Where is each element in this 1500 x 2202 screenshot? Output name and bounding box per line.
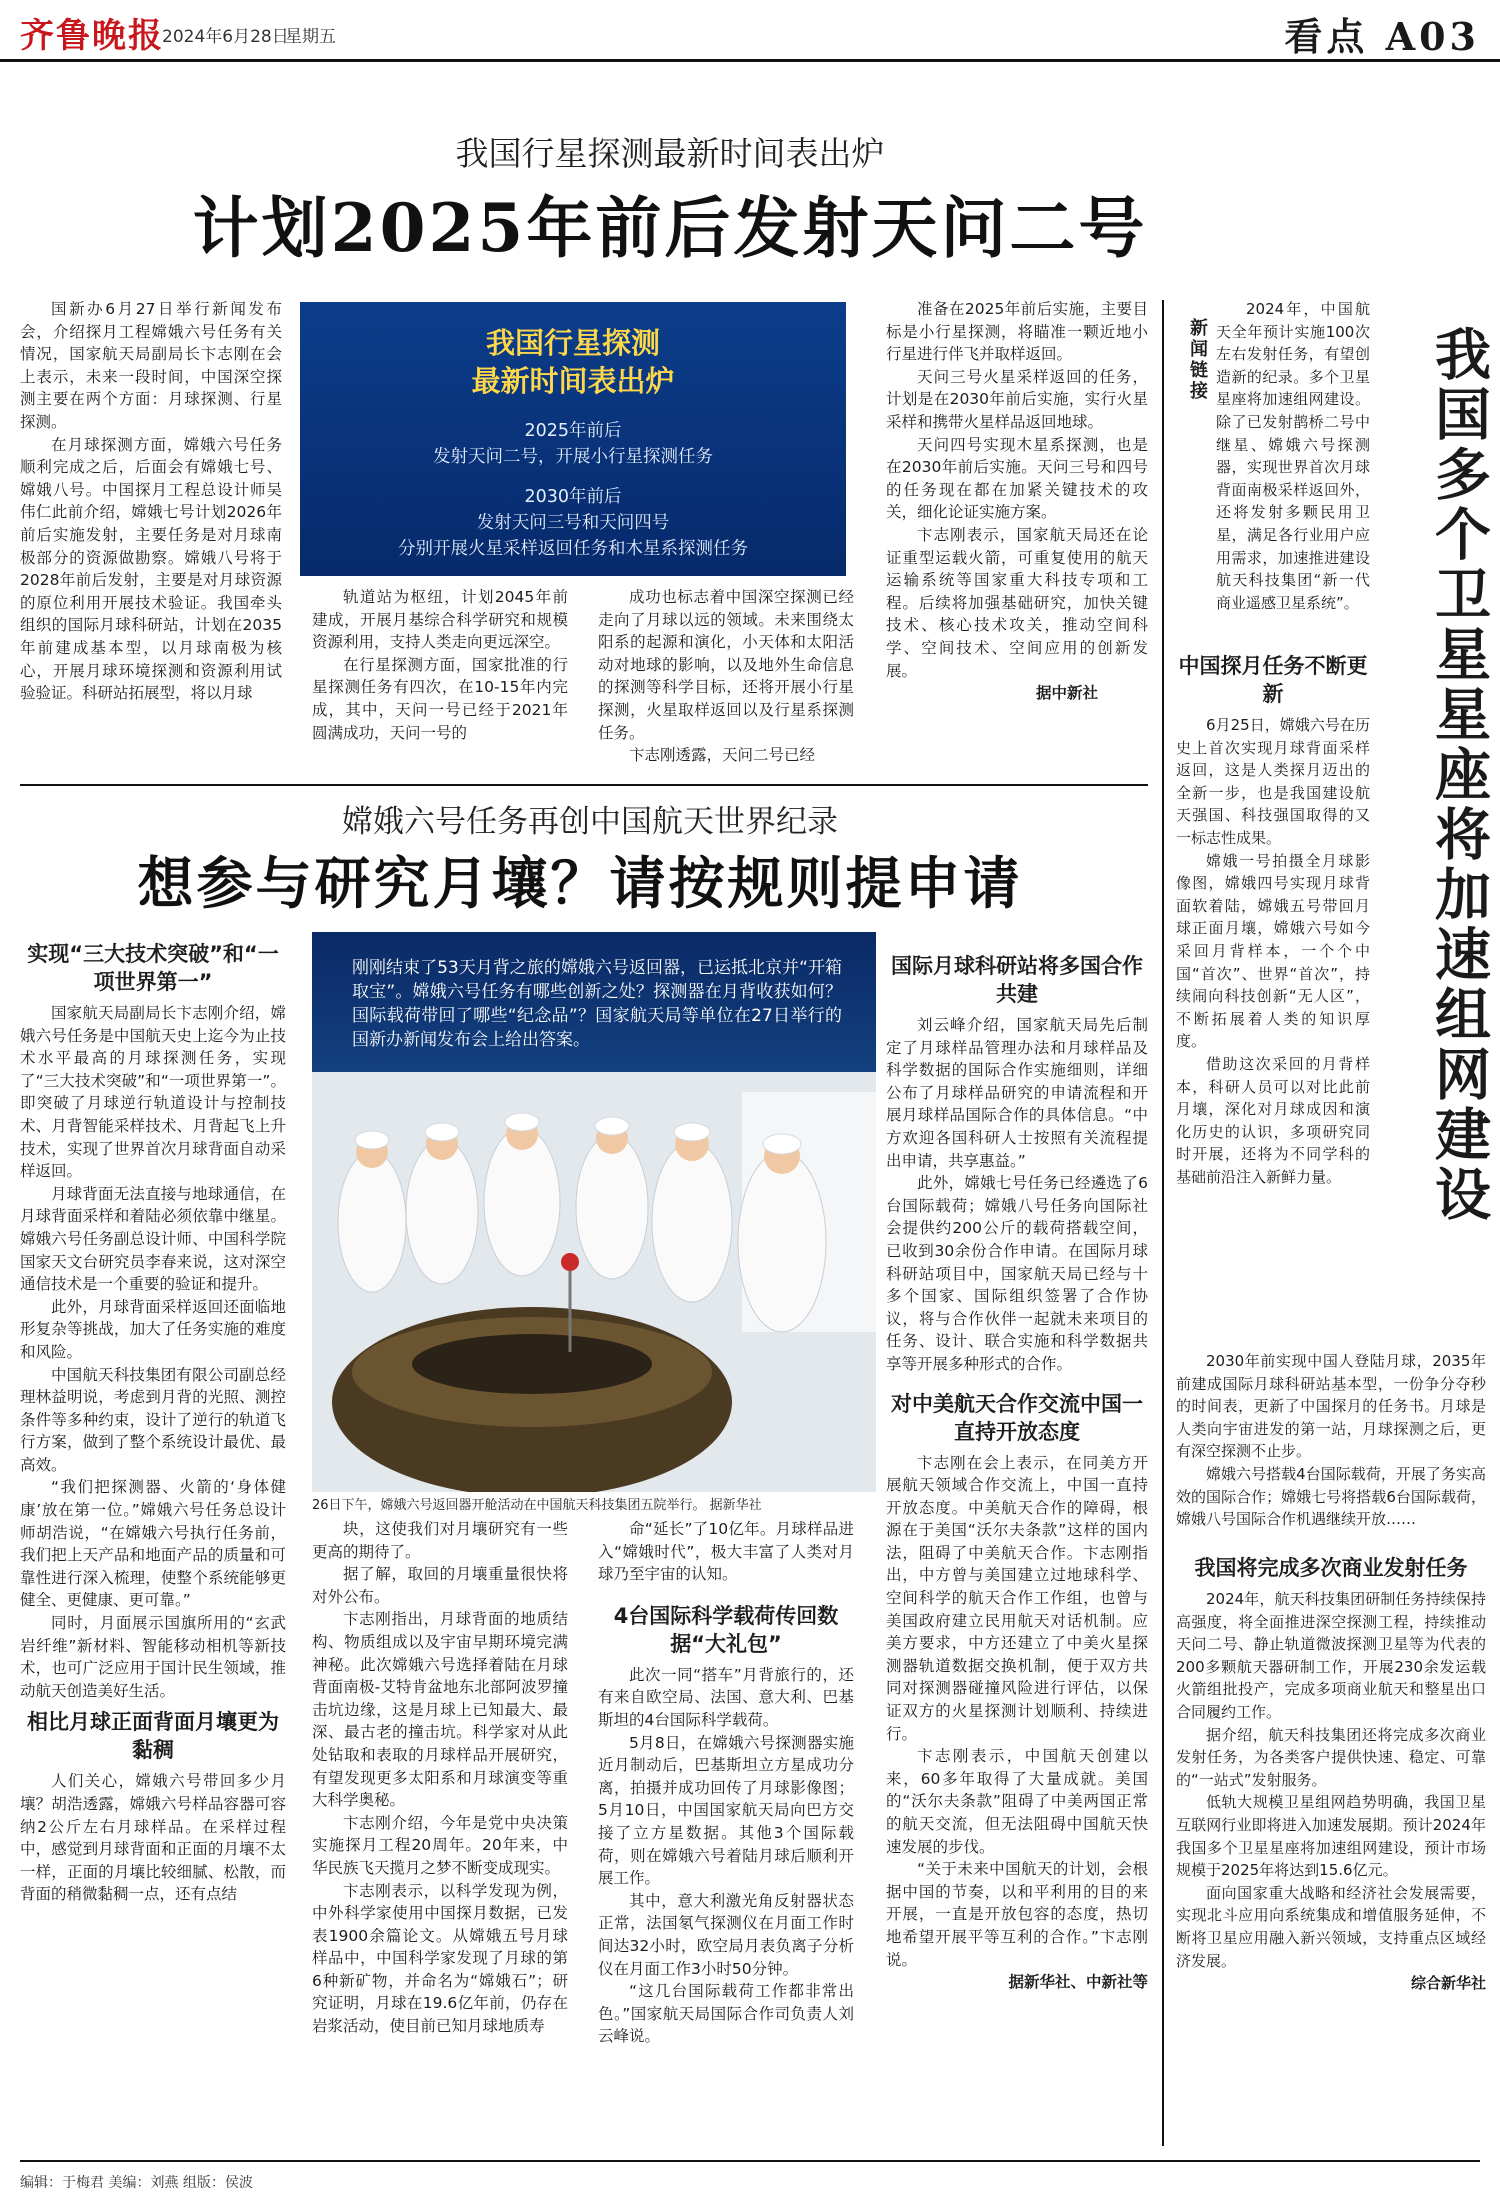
sidebar-section-1 — [1176, 646, 1370, 1346]
paragraph: 天问三号火星采样返回的任务，计划是在2030年前后实施，实行火星采样和携带火星样品返回地球。 — [886, 367, 1148, 431]
subhead: 相比月球正面背面月壤更为黏稠 — [27, 1710, 279, 1763]
paragraph: “我们把探测器、火箭的‘身体健康’放在第一位。”嫦娥六号任务总设计师胡浩说，“在嫦娥六号执行任务前，我们把上天产品和地面产品的质量和可靠性进行深入梳理，使整个系统能够更健全、更健康、更可靠。” — [20, 1478, 286, 1610]
sidebar-section-2 — [1176, 1548, 1486, 2140]
paragraph: 低轨大规模卫星组网趋势明确，我国卫星互联网行业即将进入加速发展期。预计2024年我国多个卫星星座将加速组网建设，预计市场规模于2025年将达到15.6亿元。 — [1176, 1793, 1486, 1880]
masthead: 齐鲁晚报 — [20, 16, 164, 56]
paragraph: 刘云峰介绍，国家航天局先后制定了月球样品管理办法和月球样品及科学数据的国际合作实施细则，详细公布了月球样品研究的申请流程和开展月球样品国际合作的具体信息。“中方欢迎各国科研人士按照有关流程提出申请，共享惠益。” — [886, 1016, 1148, 1170]
paragraph: 人们关心，嫦娥六号带回多少月壤？胡浩透露，嫦娥六号样品容器可容纳2公斤左右月球样品。在采样过程中，感觉到月球背面和正面的月壤不太一样，正面的月壤比较细腻、松散，而背面的稍微黏稠一点，还有点结 — [20, 1772, 286, 1904]
paragraph: 据介绍，航天科技集团还将完成多次商业发射任务，为各类客户提供快速、稳定、可靠的“一站式”发射服务。 — [1176, 1725, 1486, 1789]
infobox-line-4: 发射天问三号和天问四号 — [476, 513, 670, 533]
footer-rule — [20, 2160, 1480, 2162]
sidebar-section-1b — [1176, 1350, 1486, 1546]
paragraph: 卞志刚介绍，今年是党中央决策实施探月工程20周年。20年来，中华民族飞天揽月之梦不断变成现实。 — [312, 1813, 568, 1877]
paragraph: 同时，月面展示国旗所用的“玄武岩纤维”新材料、智能移动相机等新技术，也可广泛应用于国计民生领域，推动航天创造美好生活。 — [20, 1614, 286, 1700]
story2-source: 据新华社、中新社等 — [1008, 1973, 1148, 1992]
paragraph: 卞志刚在会上表示，在同美方开展航天领域合作交流上，中国一直持开放态度。中美航天合作的障碍，根源在于美国“沃尔夫条款”这样的国内法，阻碍了中美航天合作。卞志刚指出，中方曾与美国建立过地球科学、空间科学的航天合作工作组，也曾与美国政府建立民用航天对话机制。应美方要求，中方还建立了中美火星探测器轨道数据交换机制，便于双方共同对探测器碰撞风险进行评估，以保证双方的火星探测计划顺利、持续进行。 — [886, 1453, 1148, 1743]
story1-column-1 — [20, 298, 282, 770]
paragraph: 在月球探测方面，嫦娥六号任务顺利完成之后，后面会有嫦娥七号、嫦娥八号。中国探月工程总设计师吴伟仁此前介绍，嫦娥七号计划2026年前后实施发射，主要任务是对月球南极部分的资源做勘察。嫦娥八号将于2028年前后发射，主要是对月球资源的原位利用开展技术验证。我国牵头组织的国际月球科研站，计划在2035年前建成基本型，以月球南极为核心，开展月球环境探测和资源利用试验验证。科研站拓展型，将以月球 — [20, 435, 282, 703]
subhead: 中国探月任务不断更新 — [1178, 654, 1368, 706]
subhead: 实现“三大技术突破”和“一项世界第一” — [27, 942, 279, 994]
paragraph: 卞志刚指出，月球背面的地质结构、物质组成以及宇宙早期环境完满神秘。此次嫦娥六号选择着陆在月球背面南极-艾特肯盆地东北部阿波罗撞击坑边缘，这是月球上已知最大、最深、最古老的撞击坑。科学家对从此处钻取和表取的月球样品开展研究，有望发现更多太阳系和月球演变等重大科学奥秘。 — [312, 1610, 568, 1810]
subhead: 对中美航天合作交流中国一直持开放态度 — [891, 1391, 1143, 1444]
paragraph: 卞志刚表示，中国航天创建以来，60多年取得了大量成就。美国的“沃尔夫条款”阻碍了中美两国正常的航天交流，但无法阻碍中国航天快速发展的步伐。 — [886, 1747, 1148, 1856]
infobox-title-2: 最新时间表出炉 — [471, 364, 675, 398]
issue-date: 2024年6月28日 — [162, 27, 289, 47]
paragraph: 块，这使我们对月壤研究有一些更高的期待了。 — [312, 1520, 568, 1561]
news-link-label: 新闻链接 — [1187, 318, 1208, 402]
sidebar-divider — [1162, 300, 1164, 2146]
paragraph: 此外，嫦娥七号任务已经遴选了6台国际载荷；嫦娥八号任务向国际社会提供约200公斤的载荷搭载空间，已收到30余份合作申请。在国际月球科研站项目中，国家航天局已经与十多个国家、国际组织签署了合作协议，将与合作伙伴一起就未来项目的任务、设计、联合实施和科学数据共享等开展多种形式的合作。 — [886, 1174, 1148, 1373]
paragraph: “关于未来中国航天的计划，会根据中国的节奏，以和平利用的目的来开展，一直是开放包容的态度，热切地希望开展平等互利的合作。”卞志刚说。 — [886, 1860, 1148, 1969]
story2-kicker: 嫦娥六号任务再创中国航天世界纪录 — [342, 804, 838, 840]
sidebar-intro — [1216, 298, 1370, 634]
paragraph: 国新办6月27日举行新闻发布会，介绍探月工程嫦娥六号任务有关情况，国家航天局副局长卞志刚在会上表示，未来一段时间，中国深空探测主要在两个方面：月球探测、行星探测。 — [20, 300, 282, 431]
story-divider — [20, 784, 1148, 786]
capsule-opening-scene — [312, 1072, 876, 1492]
page-header — [0, 0, 1500, 62]
infobox-line-2: 发射天问二号，开展小行星探测任务 — [433, 447, 713, 467]
photo-caption: 26日下午，嫦娥六号返回器开舱活动在中国航天科技集团五院举行。 据新华社 — [312, 1498, 762, 1513]
paragraph: 其中，意大利激光角反射器状态正常，法国氡气探测仪在月面工作时间达32小时，欧空局月表负离子分析仪在月面工作3小时50分钟。 — [598, 1891, 854, 1978]
subhead: 我国将完成多次商业发射任务 — [1194, 1556, 1468, 1580]
paragraph: 2024年，航天科技集团研制任务持续保持高强度，将全面推进深空探测工程，持续推动天问二号、静止轨道微波探测卫星等为代表的200多颗航天器研制工作，开展230余发运载火箭组批投产，完成多项商业航天和整星出口合同履约工作。 — [1176, 1590, 1486, 1721]
photo-intro-text: 刚刚结束了53天月背之旅的嫦娥六号返回器，已运抵北京并“开箱取宝”。嫦娥六号任务有哪些创新之处？探测器在月背收获如何？国际载荷带回了哪些“纪念品”？国家航天局等单位在27日举行的国新办新闻发布会上给出答案。 — [352, 958, 842, 1050]
paragraph: 天问四号实现木星系探测，也是在2030年前后实施。天问三号和四号的任务现在都在加紧关键技术的攻关，细化论证实施方案。 — [886, 435, 1148, 522]
paragraph: 据了解，取回的月壤重量很快将对外公布。 — [312, 1565, 568, 1606]
sidebar-headline: 我国多个卫星星座将加速组网建设 — [1426, 325, 1492, 1225]
section-label: 看点 A03 — [1284, 14, 1480, 59]
paragraph: 月球背面无法直接与地球通信，在月球背面采样和着陆必须依靠中继星。嫦娥六号任务副总设计师、中国科学院国家天文台研究员李春来说，这对深空通信技术是一个重要的验证和提升。 — [20, 1184, 286, 1294]
story2-column-4 — [886, 946, 1148, 2140]
issue-weekday: 星期五 — [285, 27, 336, 47]
infobox-line-1: 2025年前后 — [524, 421, 622, 441]
story1-column-2 — [312, 586, 568, 772]
paragraph: 6月25日，嫦娥六号在历史上首次实现月球背面采样返回，这是人类探月迈出的全新一步，也是我国建设航天强国、科技强国取得的又一标志性成果。 — [1176, 716, 1370, 847]
editor-credits: 编辑：于梅君 美编：刘燕 组版：侯波 — [20, 2175, 253, 2191]
paragraph: 5月8日，在嫦娥六号探测器实施近月制动后，巴基斯坦立方星成功分离，拍摄并成功回传了月球影像图；5月10日，中国国家航天局向巴方交接了立方星数据。其他3个国际载荷，则在嫦娥六号着陆月球后顺利开展工作。 — [598, 1733, 854, 1888]
paragraph: 嫦娥一号拍摄全月球影像图，嫦娥四号实现月球背面软着陆，嫦娥五号带回月球正面月壤，嫦娥六号如今采回月背样本，一个个中国“首次”、世界“首次”，持续闹向科技创新“无人区”，不断拓展着人类的知识厚度。 — [1176, 851, 1370, 1051]
story2-column-3 — [598, 1518, 854, 2140]
paragraph: 此外，月球背面采样返回还面临地形复杂等挑战，加大了任务实施的难度和风险。 — [20, 1297, 286, 1361]
timeline-infobox — [300, 302, 846, 576]
infobox-line-3: 2030年前后 — [524, 487, 622, 507]
paragraph: 嫦娥六号搭载4台国际载荷，开展了务实高效的国际合作；嫦娥七号将搭载6台国际载荷，嫦娥八号国际合作机遇继续开放…… — [1176, 1464, 1486, 1529]
paragraph: 卞志刚表示，以科学发现为例，中外科学家使用中国探月数据，已发表1900余篇论文。从嫦娥五号月球样品中，中国科学家发现了月球的第6种新矿物，并命名为“嫦娥石”；研究证明，月球在19.6亿年前，仍存在岩浆活动，使目前已知月球地质寿 — [312, 1881, 568, 2036]
story2-column-2 — [312, 1518, 568, 2140]
paragraph: 此次一同“搭车”月背旅行的，还有来自欧空局、法国、意大利、巴基斯坦的4台国际科学载荷。 — [598, 1665, 854, 1729]
paragraph: 借助这次采回的月背样本，科研人员可以对比此前月壤，深化对月球成因和演化历史的认识，多项研究同时开展，还将为不同学科的基础前沿注入新鲜力量。 — [1176, 1054, 1370, 1186]
paragraph: 2024年，中国航天全年预计实施100次左右发射任务，有望创造新的纪录。多个卫星星座将加速组网建设。除了已发射鹊桥二号中继星、嫦娥六号探测器，实现世界首次月球背面南极采样返回外，还将发射多颗民用卫星，满足各行业用户应用需求，加速推进建设航天科技集团“新一代商业遥感卫星系统”。 — [1216, 300, 1370, 612]
paragraph: 准备在2025年前后实施，主要目标是小行星探测，将瞄准一颗近地小行星进行伴飞并取样返回。 — [886, 300, 1148, 364]
paragraph: 2030年前实现中国人登陆月球，2035年前建成国际月球科研站基本型，一份争分夺秒的时间表，更新了中国探月的任务书。月球是人类向宇宙进发的第一站，月球探测之后，更有深空探测不止步。 — [1176, 1352, 1486, 1461]
story1-kicker: 我国行星探测最新时间表出炉 — [455, 134, 885, 173]
paragraph: 轨道站为枢纽，计划2045年前建成，开展月基综合科学研究和规模资源利用，支持人类走向更远深空。 — [312, 588, 568, 652]
infobox-title-1: 我国行星探测 — [485, 326, 660, 360]
paragraph: 卞志刚透露，天问二号已经 — [629, 746, 816, 765]
story1-headline: 计划2025年前后发射天问二号 — [192, 189, 1148, 267]
subhead: 国际月球科研站将多国合作共建 — [891, 954, 1143, 1006]
story2-column-1 — [20, 934, 286, 2140]
paragraph: 中国航天科技集团有限公司副总经理林益明说，考虑到月背的光照、测控条件等多种约束，设计了逆行的轨道飞行方案，做到了整个系统设计最优、最高效。 — [20, 1365, 286, 1474]
infobox-line-5: 分别开展火星采样返回任务和木星系探测任务 — [398, 539, 748, 559]
paragraph: 命“延长”了10亿年。月球样品进入“嫦娥时代”，极大丰富了人类对月球乃至宇宙的认知。 — [598, 1520, 854, 1584]
paragraph: 国家航天局副局长卞志刚介绍，嫦娥六号任务是中国航天史上迄今为止技术水平最高的月球探测任务，实现了“三大技术突破”和“一项世界第一”。即突破了月球逆行轨道设计与控制技术、月背智能采样技术、月背起飞上升技术，实现了世界首次月球背面自动采样返回。 — [20, 1004, 286, 1181]
story1-source: 据中新社 — [1035, 684, 1098, 703]
sidebar-source: 综合新华社 — [1410, 1974, 1486, 1993]
paragraph: 成功也标志着中国深空探测已经走向了月球以远的领域。未来围绕太阳系的起源和演化，小天体和太阳活动对地球的影响，以及地外生命信息的探测等科学目标，还将开展小行星探测，火星取样返回以及行星系探测任务。 — [598, 588, 854, 742]
capsule-photo — [312, 932, 876, 1492]
subhead: 4台国际科学载荷传回数据“大礼包” — [613, 1603, 839, 1656]
story2-headline: 想参与研究月壤？请按规则提申请 — [137, 851, 1023, 917]
paragraph: 在行星探测方面，国家批准的行星探测任务有四次，在10-15年内完成，其中，天问一号已经于2021年圆满成功，天问一号的 — [312, 655, 568, 742]
paragraph: “这几台国际载荷工作都非常出色。”国家航天局国际合作司负责人刘云峰说。 — [598, 1982, 854, 2046]
paragraph: 卞志刚表示，国家航天局还在论证重型运载火箭，可重复使用的航天运输系统等国家重大科技专项和工程。后续将加强基础研究，加快关键技术、核心技术攻关，推动空间科学、空间技术、空间应用的创新发展。 — [886, 525, 1148, 680]
paragraph: 面向国家重大战略和经济社会发展需要，实现北斗应用向系统集成和增值服务延伸，不断将卫星应用融入新兴领域，支持重点区域经济发展。 — [1176, 1883, 1486, 1970]
story1-column-4 — [886, 298, 1148, 770]
story1-column-3 — [598, 586, 854, 772]
